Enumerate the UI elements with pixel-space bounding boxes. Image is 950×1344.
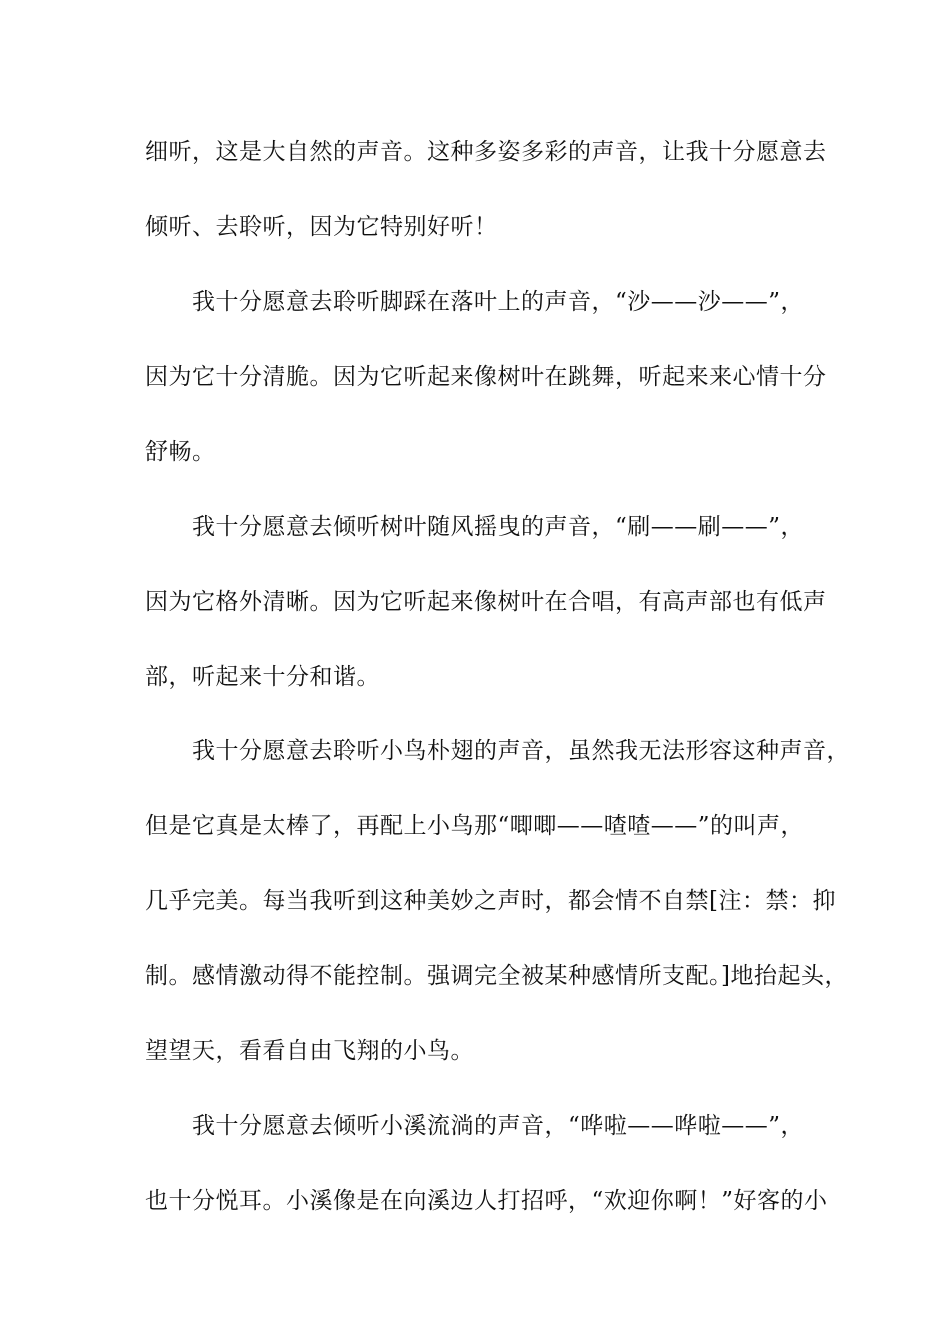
text-line: 几乎完美。每当我听到这种美妙之声时，都会情不自禁[注：禁：抑 [145,888,836,914]
paragraph-first-line: 我十分愿意去聆听小鸟朴翅的声音，虽然我无法形容这种声音， [192,738,850,764]
paragraph-first-line: 我十分愿意去聆听脚踩在落叶上的声音，“沙——沙——”， [192,289,805,315]
text-line: 部，听起来十分和谐。 [145,664,380,690]
text-line: 因为它十分清脆。因为它听起来像树叶在跳舞，听起来来心情十分 [145,364,827,390]
text-line: 舒畅。 [145,439,216,465]
paragraph-first-line: 我十分愿意去倾听树叶随风摇曳的声音，“刷——刷——”， [192,514,805,540]
text-line: 细听，这是大自然的声音。这种多姿多彩的声音，让我十分愿意去 [145,139,827,165]
text-line: 但是它真是太棒了，再配上小鸟那“唧唧——喳喳——”的叫声， [145,813,805,839]
text-line: 制。感情激动得不能控制。强调完全被某种感情所支配。]地抬起头， [145,963,848,989]
text-line: 也十分悦耳。小溪像是在向溪边人打招呼，“欢迎你啊！”好客的小 [145,1188,828,1214]
text-line: 因为它格外清晰。因为它听起来像树叶在合唱，有高声部也有低声 [145,589,827,615]
text-line: 倾听、去聆听，因为它特别好听！ [145,214,498,240]
paragraph-first-line: 我十分愿意去倾听小溪流淌的声音，“哗啦——哗啦——”， [192,1113,805,1139]
text-line: 望望天，看看自由飞翔的小鸟。 [145,1038,474,1064]
